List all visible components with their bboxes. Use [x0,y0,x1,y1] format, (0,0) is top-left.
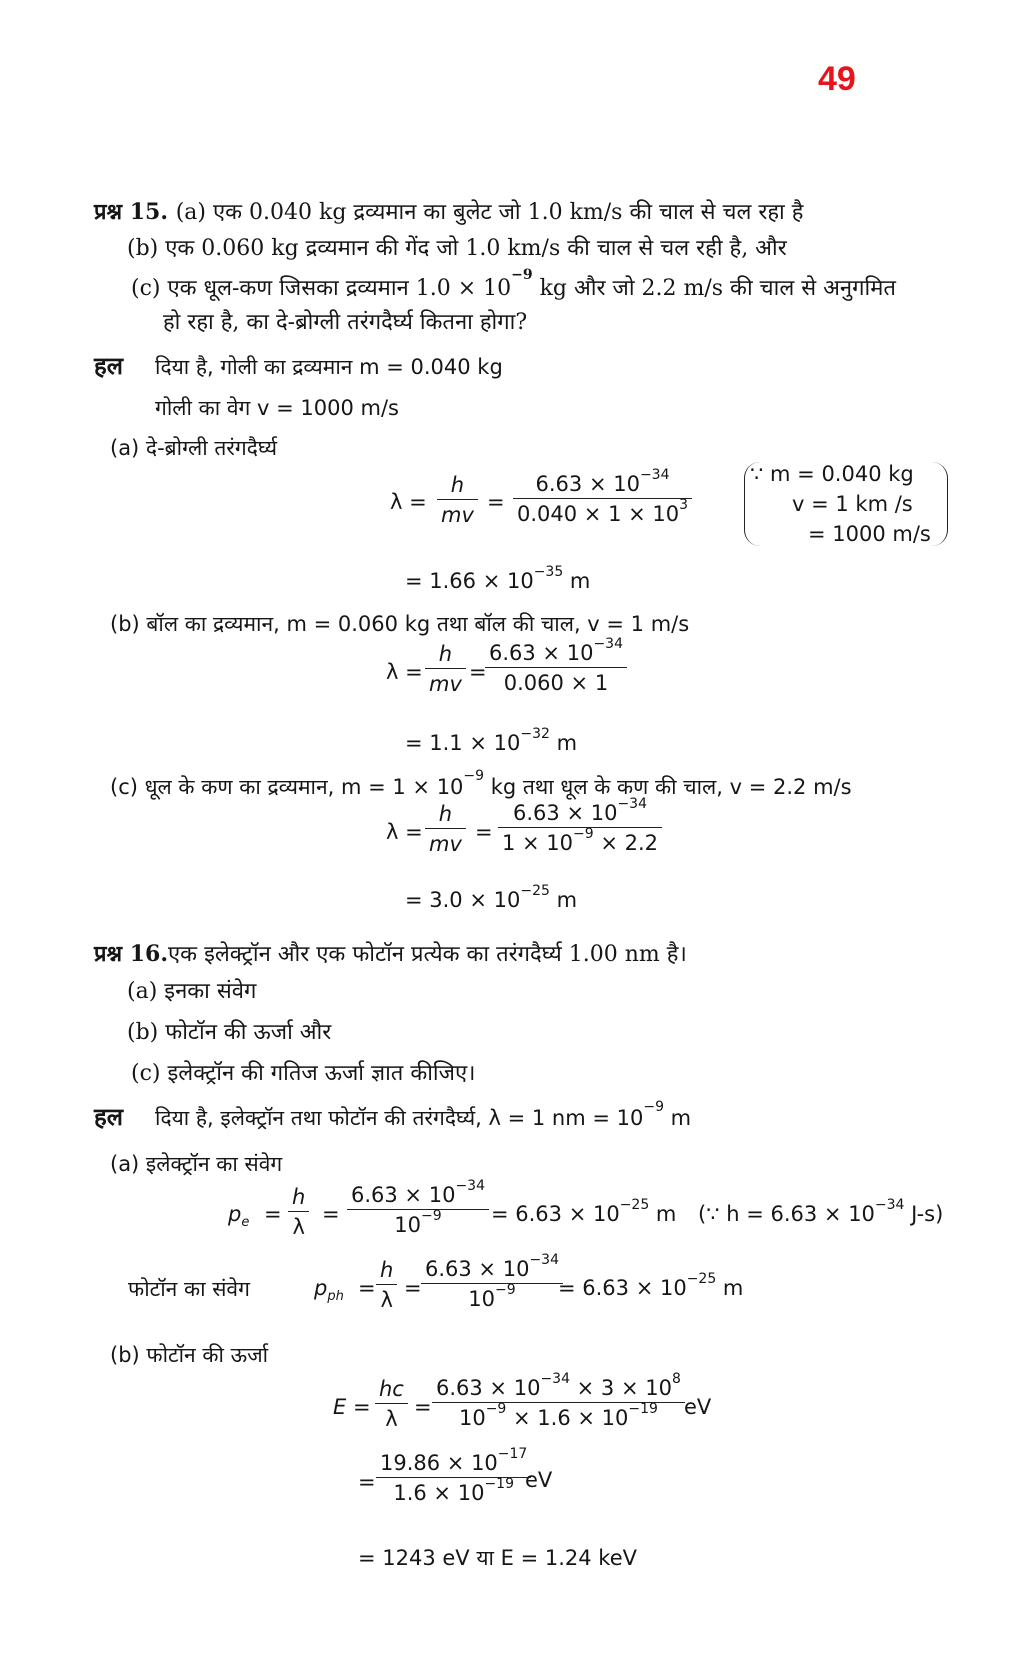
sol16-pph-fraction [421,1252,563,1311]
frac-num: $6.63 \times 10^{-34}$ [485,641,627,668]
frac-num: $6.63 \times 10^{-34}$ [513,472,692,499]
sol15-c-result: = $3.0 \times 10^{-25}$ m [405,883,578,912]
sol16-ev-unit-1: eV [684,1395,712,1419]
sol15-b-fraction [485,636,627,695]
frac-den: $10^{-9}$ [394,1208,442,1237]
frac-num: h [288,1185,309,1212]
sol16-photon-label: फोटॉन का संवेग [128,1277,250,1301]
question-15-part-b [127,232,787,262]
frac-num: $6.63 \times 10^{-34} \times 3 \times 10^8$ [432,1376,685,1403]
frac-den: $10^{-9}$ [468,1282,516,1311]
sol16-h-note: (∵ $h = 6.63 \times 10^{-34}$ J-s) [698,1197,944,1226]
sol16-pph-result: = $6.63 \times 10^{-25}$ m [558,1271,744,1300]
frac-num: h [437,473,478,500]
frac-num: hc [375,1377,408,1404]
q16-b-text: (b) फोटॉन की ऊर्जा और [127,1020,332,1045]
frac-num: $19.86 \times 10^{-17}$ [376,1451,531,1478]
frac-num: $6.63 \times 10^{-34}$ [347,1183,489,1210]
sol16-ev-unit-2: eV [525,1468,553,1492]
sol16-a-heading: (a) इलेक्ट्रॉन का संवेग [110,1152,283,1176]
solution-16-label: हल [94,1102,124,1131]
q15-c2-text: हो रहा है, का दे-ब्रोग्ली तरंगदैर्घ्य कितना होगा? [163,310,528,335]
sol16-pe: $p_e$ [228,1202,250,1231]
sol15-c-fraction [498,796,662,855]
sol16-pe-fraction [347,1178,489,1237]
frac-num: h [425,642,466,669]
question-16 [94,938,687,968]
sol16-e-eq: = [414,1395,432,1419]
sol16-pph-eq1: = [358,1276,376,1300]
sol16-pe-result: = $6.63 \times 10^{-25}$ m [491,1197,677,1226]
sol15-b-h-over-mv [425,642,466,696]
sol15-b-heading: (b) बॉल का द्रव्यमान, m = 0.060 kg तथा बॉल की चाल, v = 1 m/s [110,612,690,636]
sol15-c-lambda: λ = [386,820,423,844]
question-15-part-b-text: (b) एक 0.060 kg द्रव्यमान की गेंद जो 1.0 km/s की चाल से चल रही है, और [127,236,787,261]
question-15-part-a: (a) एक 0.040 kg द्रव्यमान का बुलेट जो 1.0 km/s की चाल से चल रहा है [175,200,804,225]
question-16-part-b [127,1016,331,1046]
sol15-c-h-over-mv [425,802,466,856]
frac-den: mv [441,503,474,527]
frac-num: $6.63 \times 10^{-34}$ [421,1257,563,1284]
question-15-line-a [94,196,803,226]
q15-c-exp: −9 [511,267,533,283]
sol15-a-h-over-mv [437,473,478,527]
frac-den: $1.6 \times 10^{-19}$ [393,1476,514,1505]
sol16-pph-eq2: = [404,1276,422,1300]
sol16-e2-eq: = [358,1470,376,1494]
sol15-a-lambda: λ = [390,490,427,514]
question-16-part-a [127,975,256,1005]
question-15-label: प्रश्न 15. [94,199,169,225]
sol16-pph-h-over-lambda [376,1258,397,1312]
frac-den: $0.040 \times 1 \times 10^3$ [517,497,689,526]
solution-label: हल [94,351,124,380]
question-16-label: प्रश्न 16. [94,941,169,967]
sol16-given: दिया है, इलेक्ट्रॉन तथा फोटॉन की तरंगदैर्घ्य, λ = 1 nm = $10^{-9}$ m [155,1099,692,1130]
q15-c-rest: kg और जो 2.2 m/s की चाल से अनुगमित [532,276,896,301]
sol16-b-heading: (b) फोटॉन की ऊर्जा [110,1343,269,1367]
frac-den: mv [429,672,462,696]
sol15-a-eq: = [487,490,505,514]
sol15-a-heading: (a) दे-ब्रोग्ली तरंगदैर्घ्य [110,436,278,460]
sol15-b-lambda: λ = [386,660,423,684]
sol16-E: E = [333,1395,371,1419]
sol16-pe-eq2: = [322,1202,340,1226]
sol16-hc-over-lambda [375,1377,408,1431]
sol15-b-eq: = [469,660,487,684]
page-number: 49 [818,60,856,98]
q16-c-text: (c) इलेक्ट्रॉन की गतिज ऊर्जा ज्ञात कीजिए। [131,1061,476,1086]
question-15-part-c-cont [163,306,527,336]
sol16-pe-eq1: = [264,1202,282,1226]
sol16-pe-h-over-lambda [288,1185,309,1239]
frac-den: λ [385,1407,398,1431]
sol15-note-velocity: v = 1 km /s [792,492,913,516]
frac-den: $10^{-9} \times 1.6 \times 10^{-19}$ [458,1401,658,1430]
sol16-energy-fraction-2 [376,1446,531,1505]
sol15-given-mass: दिया है, गोली का द्रव्यमान m = 0.040 kg [155,355,503,379]
frac-den: λ [292,1215,305,1239]
frac-den: $1 \times 10^{-9} \times 2.2$ [502,826,659,855]
frac-num: h [425,802,466,829]
sol15-b-result: = $1.1 \times 10^{-32}$ m [405,726,578,755]
sol16-final-result: = 1243 eV या E = 1.24 keV [358,1546,637,1570]
sol16-pph: $p_{ph}$ [314,1276,344,1305]
frac-den: λ [380,1288,393,1312]
sol15-note-mass: ∵ m = 0.040 kg [750,462,914,486]
question-16-part-c [131,1057,475,1087]
frac-num: $6.63 \times 10^{-34}$ [498,801,662,828]
frac-num: h [376,1258,397,1285]
frac-den: mv [429,832,462,856]
question-15-part-c [131,267,896,302]
sol16-energy-fraction [432,1371,685,1430]
frac-den: 0.060 × 1 [503,671,609,695]
sol15-a-fraction [513,467,692,526]
sol15-a-result: = $1.66 \times 10^{-35}$ m [405,564,591,593]
sol15-c-eq: = [475,820,493,844]
sol15-note-velocity-ms: = 1000 m/s [808,522,931,546]
question-16-text: एक इलेक्ट्रॉन और एक फोटॉन प्रत्येक का तरंगदैर्घ्य 1.00 nm है। [168,942,687,967]
sol15-c-heading: (c) धूल के कण का द्रव्यमान, $m = 1 \times 10^{-9}$ kg तथा धूल के कण की चाल, v = 2.2 m/s [110,768,852,799]
sol15-given-velocity: गोली का वेग v = 1000 m/s [155,396,399,420]
q15-c-text: (c) एक धूल-कण जिसका द्रव्यमान 1.0 × 10 [131,276,512,301]
q16-a-text: (a) इनका संवेग [127,979,257,1004]
